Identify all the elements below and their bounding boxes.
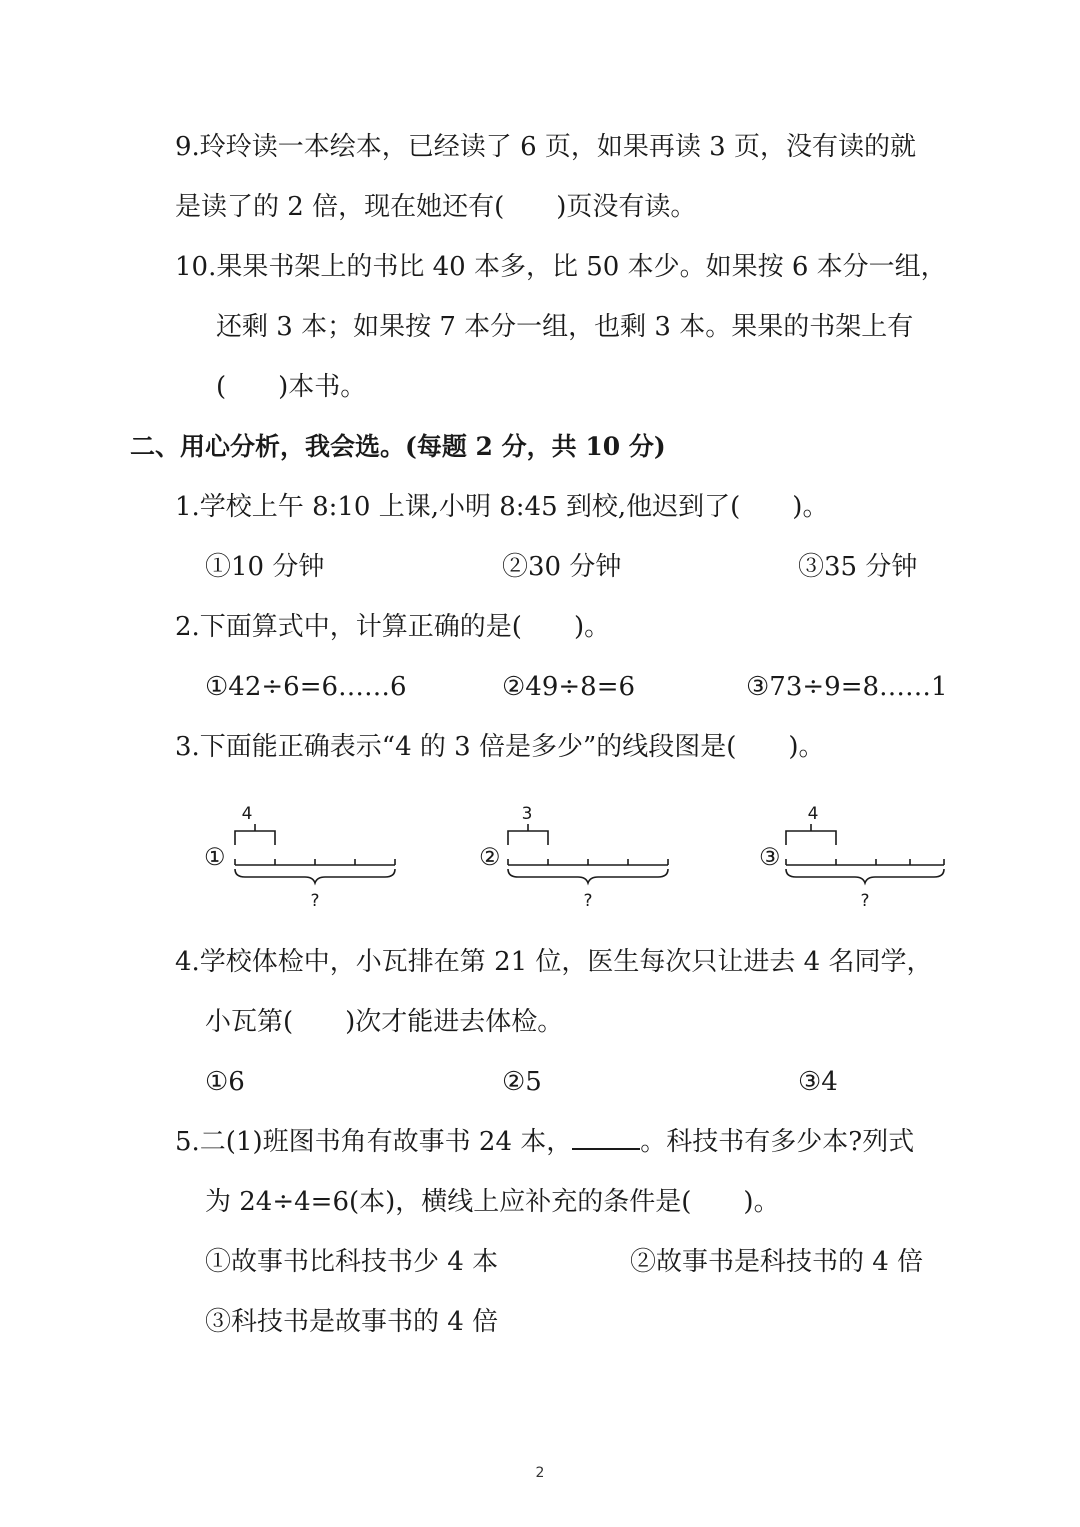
section-title: 二、用心分析，我会选。(每题 2 分，共 10 分) bbox=[130, 432, 666, 461]
diagram-3-top-label: 4 bbox=[807, 804, 819, 824]
s2q5-option-3: ③科技书是故事书的 4 倍 bbox=[205, 1307, 499, 1337]
s2q1-option-2: ②30 分钟 bbox=[502, 552, 622, 582]
s2q5-line1-part-b: 。科技书有多少本?列式 bbox=[640, 1127, 915, 1157]
s2q5-option-2: ②故事书是科技书的 4 倍 bbox=[630, 1247, 924, 1277]
q10-line1: 10.果果书架上的书比 40 本多，比 50 本少。如果按 6 本分一组， bbox=[175, 252, 947, 282]
line-diagram-2 bbox=[475, 795, 675, 915]
q9-line2: 是读了的 2 倍，现在她还有( )页没有读。 bbox=[175, 192, 697, 222]
diagram-1-mark: ① bbox=[204, 843, 226, 871]
s2q3-text: 3.下面能正确表示“4 的 3 倍是多少”的线段图是( )。 bbox=[175, 732, 825, 762]
q10-line3: ( )本书。 bbox=[216, 372, 367, 402]
s2q2-option-3: ③73÷9=8……1 bbox=[746, 672, 948, 702]
s2q4-line2: 小瓦第( )次才能进去体检。 bbox=[205, 1007, 564, 1037]
diagram-1-bottom-label: ? bbox=[310, 891, 320, 911]
s2q5-line1 bbox=[175, 1125, 914, 1159]
s2q4-option-3: ③4 bbox=[798, 1067, 838, 1097]
s2q2-option-2: ②49÷8=6 bbox=[502, 672, 636, 702]
s2q1-option-1: ①10 分钟 bbox=[205, 552, 325, 582]
s2q5-option-1: ①故事书比科技书少 4 本 bbox=[205, 1247, 499, 1277]
s2q4-line1: 4.学校体检中，小瓦排在第 21 位，医生每次只让进去 4 名同学， bbox=[175, 947, 933, 977]
s2q4-option-2: ②5 bbox=[502, 1067, 542, 1097]
diagram-2-mark: ② bbox=[479, 843, 501, 871]
page-number: 2 bbox=[535, 1465, 545, 1481]
s2q1-text: 1.学校上午 8:10 上课,小明 8:45 到校,他迟到了( )。 bbox=[175, 492, 829, 522]
s2q4-option-1: ①6 bbox=[205, 1067, 245, 1097]
diagram-3-mark: ③ bbox=[759, 843, 781, 871]
line-diagram-1 bbox=[200, 795, 400, 915]
diagram-2-bottom-label: ? bbox=[583, 891, 593, 911]
diagram-1-top-label: 4 bbox=[241, 804, 253, 824]
s2q1-option-3: ③35 分钟 bbox=[798, 552, 918, 582]
diagram-2-top-label: 3 bbox=[521, 804, 533, 824]
s2q5-fill-blank bbox=[572, 1126, 640, 1150]
q10-line2: 还剩 3 本；如果按 7 本分一组，也剩 3 本。果果的书架上有 bbox=[216, 312, 914, 342]
s2q2-text: 2.下面算式中，计算正确的是( )。 bbox=[175, 612, 611, 642]
s2q5-line2: 为 24÷4=6(本)，横线上应补充的条件是( )。 bbox=[205, 1187, 780, 1217]
s2q2-option-1: ①42÷6=6……6 bbox=[205, 672, 407, 702]
line-diagram-3 bbox=[755, 795, 955, 915]
q9-line1: 9.玲玲读一本绘本，已经读了 6 页，如果再读 3 页，没有读的就 bbox=[175, 132, 916, 162]
s2q5-line1-part-a: 5.二(1)班图书角有故事书 24 本， bbox=[175, 1127, 573, 1157]
diagram-3-bottom-label: ? bbox=[860, 891, 870, 911]
